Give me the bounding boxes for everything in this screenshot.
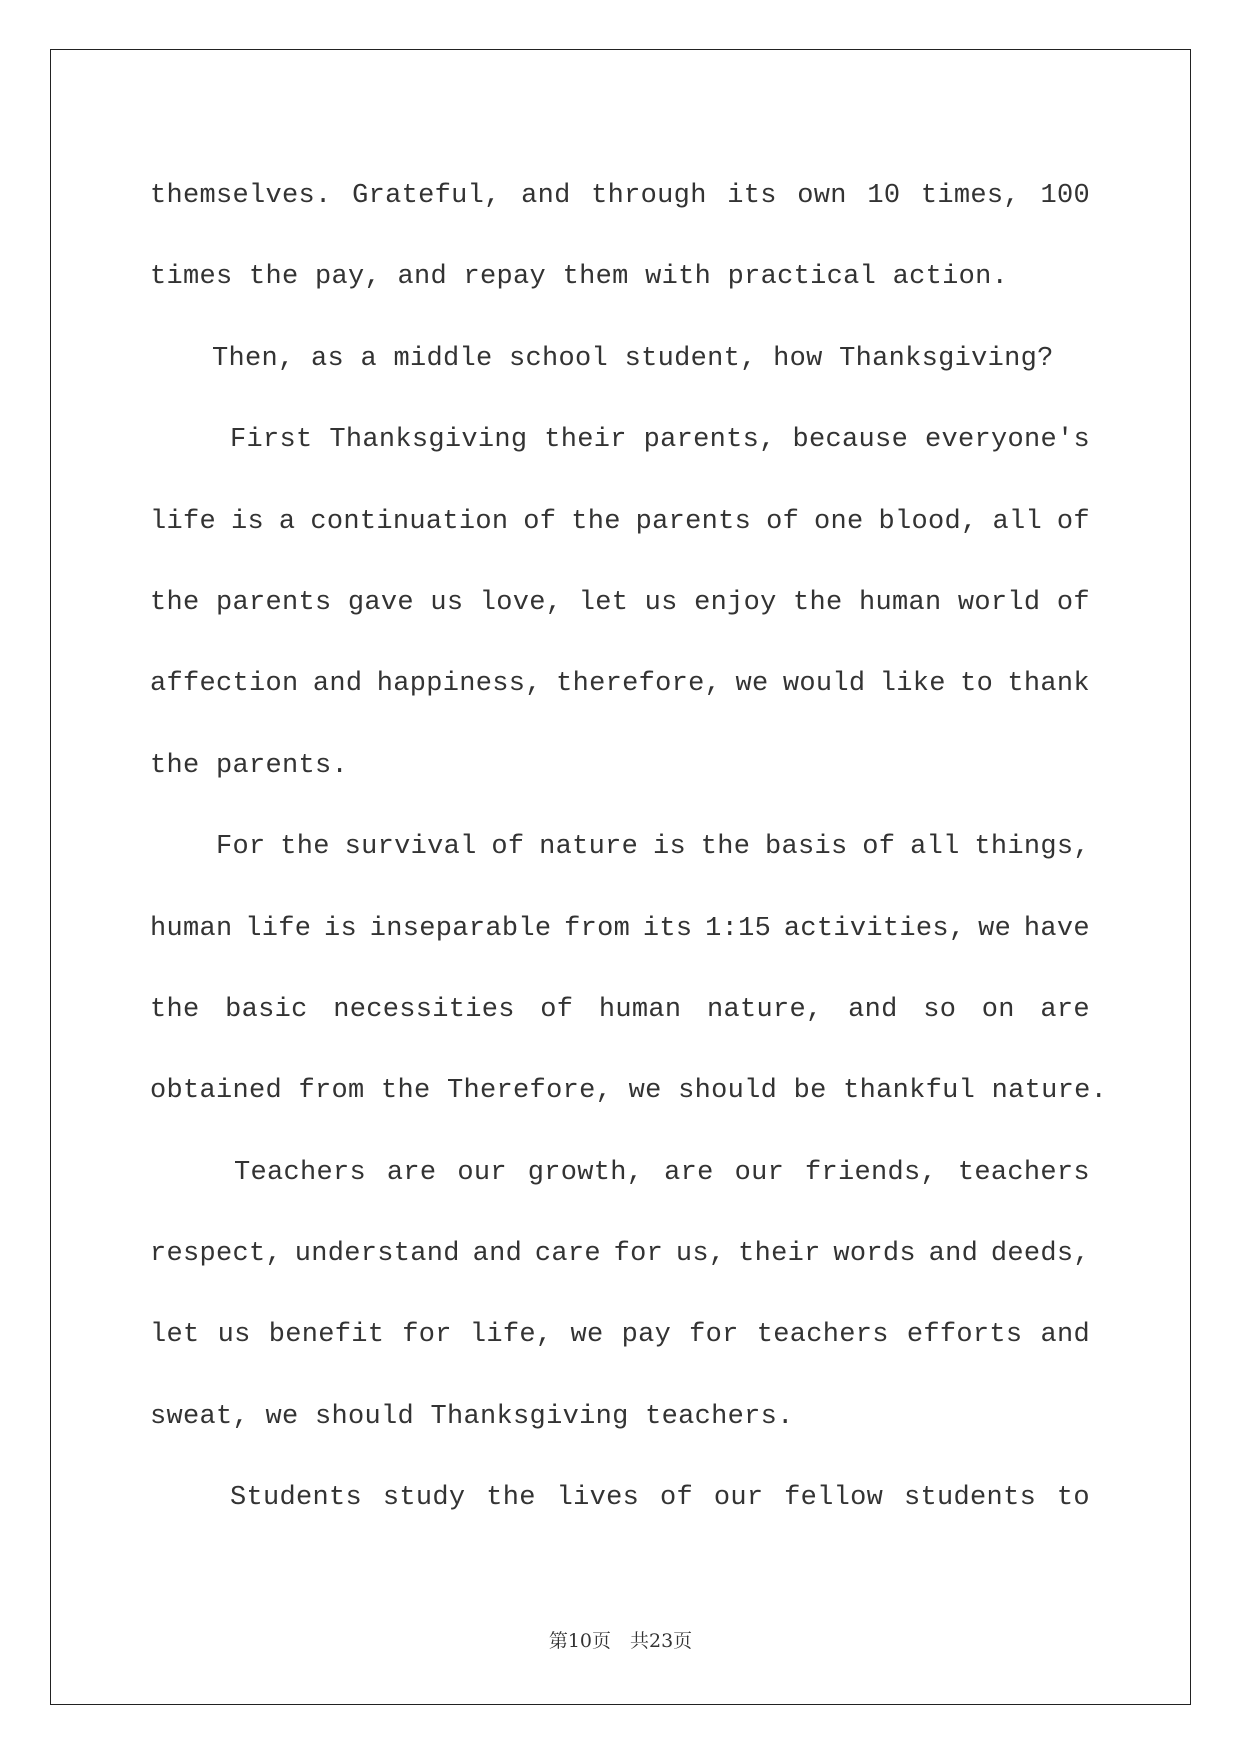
text-line: sweat, we should Thanksgiving teachers. bbox=[150, 1401, 794, 1432]
text-line: First Thanksgiving their parents, because everyone's bbox=[230, 425, 1090, 456]
text-line: human life is inseparable from its 1:15 activities, we have bbox=[150, 913, 1090, 944]
text-line: the parents. bbox=[150, 750, 349, 781]
text-line: themselves. Grateful, and through its own 10 times, 100 bbox=[150, 181, 1090, 211]
text-line: Then, as a middle school student, how Thanksgiving? bbox=[212, 343, 1054, 374]
text-line: life is a continuation of the parents of one blood, all of bbox=[150, 506, 1090, 537]
text-line: affection and happiness, therefore, we would like to thank bbox=[150, 669, 1090, 700]
page-number-footer: 第10页 共23页 bbox=[548, 1630, 693, 1652]
text-line: Teachers are our growth, are our friends, teachers bbox=[234, 1157, 1090, 1188]
text-line: the basic necessities of human nature, and so on are bbox=[150, 994, 1090, 1025]
document-body bbox=[150, 156, 1108, 1540]
text-line: For the survival of nature is the basis of all things, bbox=[216, 832, 1090, 863]
text-line: times the pay, and repay them with practical action. bbox=[150, 262, 1009, 293]
text-line: respect, understand and care for us, their words and deeds, bbox=[150, 1239, 1090, 1270]
text-line: the parents gave us love, let us enjoy the human world of bbox=[150, 587, 1090, 618]
text-line: let us benefit for life, we pay for teachers efforts and bbox=[150, 1320, 1090, 1351]
text-line: obtained from the Therefore, we should be thankful nature. bbox=[150, 1076, 1108, 1107]
text-line: Students study the lives of our fellow students to bbox=[230, 1483, 1090, 1514]
